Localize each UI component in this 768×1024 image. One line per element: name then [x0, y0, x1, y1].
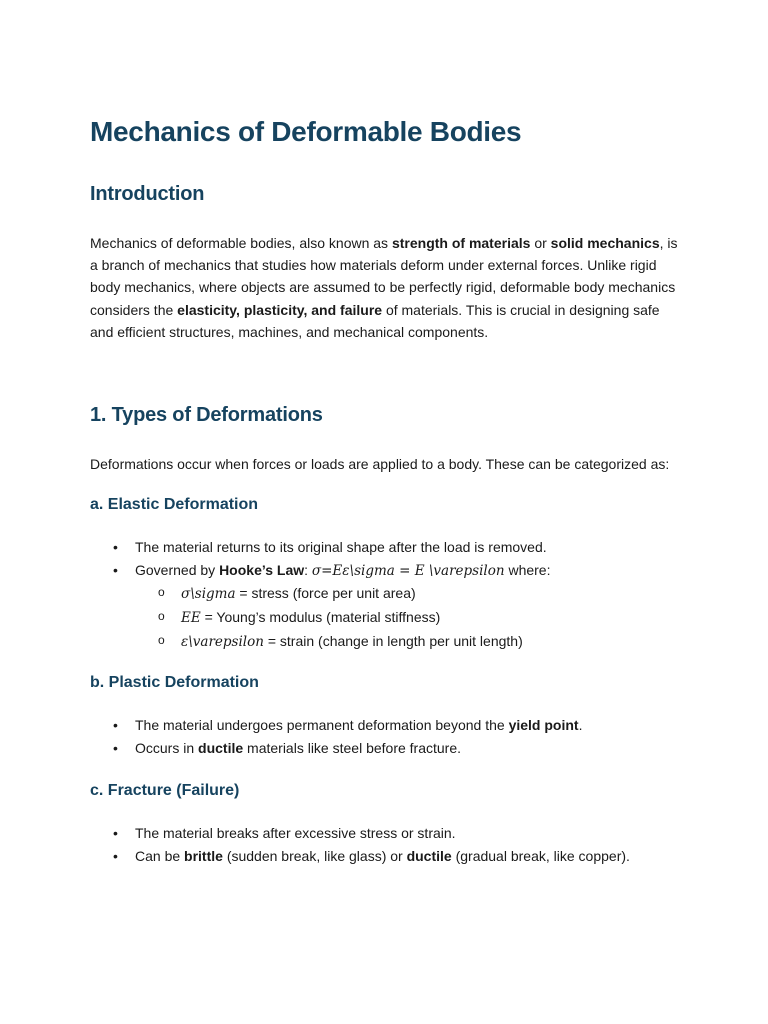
list-item: • Occurs in ductile materials like steel before fracture.	[90, 737, 682, 760]
page-title: Mechanics of Deformable Bodies	[90, 116, 522, 147]
fracture-list	[90, 822, 682, 867]
document-body	[90, 112, 682, 868]
fracture-heading: c. Fracture (Failure)	[90, 782, 240, 800]
plastic-heading: b. Plastic Deformation	[90, 674, 259, 692]
list-item: • The material undergoes permanent deformation beyond the yield point.	[90, 714, 682, 737]
types-paragraph: Deformations occur when forces or loads are applied to a body. These can be categorized as:	[90, 456, 670, 473]
elastic-heading: a. Elastic Deformation	[90, 496, 259, 514]
sub-list-item: o EE = Young’s modulus (material stiffness)	[90, 606, 682, 630]
list-item: • Governed by Hooke’s Law: σ=Eε\sigma = E \varepsilon where:	[90, 559, 682, 583]
sub-list-item: o ε\varepsilon = strain (change in length per unit length)	[90, 630, 682, 654]
plastic-list	[90, 714, 682, 759]
list-item: • The material returns to its original shape after the load is removed.	[90, 536, 682, 559]
elastic-list	[90, 536, 682, 653]
list-item: • Can be brittle (sudden break, like glass) or ductile (gradual break, like copper).	[90, 845, 682, 868]
intro-heading: Introduction	[90, 183, 205, 205]
sub-list-item: o σ\sigma = stress (force per unit area)	[90, 582, 682, 606]
types-heading: 1. Types of Deformations	[90, 404, 323, 427]
hookes-law-formula: σ=Eε\sigma = E \varepsilon	[311, 562, 505, 579]
list-item: • The material breaks after excessive stress or strain.	[90, 822, 682, 845]
intro-paragraph: Mechanics of deformable bodies, also known as strength of materials or solid mechanics, is a branch of mechanics that studies how materials deform under external forces. Unlike rigid body mechanics, where objects are assumed to be perfectly rigid, deformable body mechanics considers the elasticity, plasticity, and failure of materials. This is crucial in designing safe and efficient structures, machines, and mechanical components.	[90, 235, 678, 340]
